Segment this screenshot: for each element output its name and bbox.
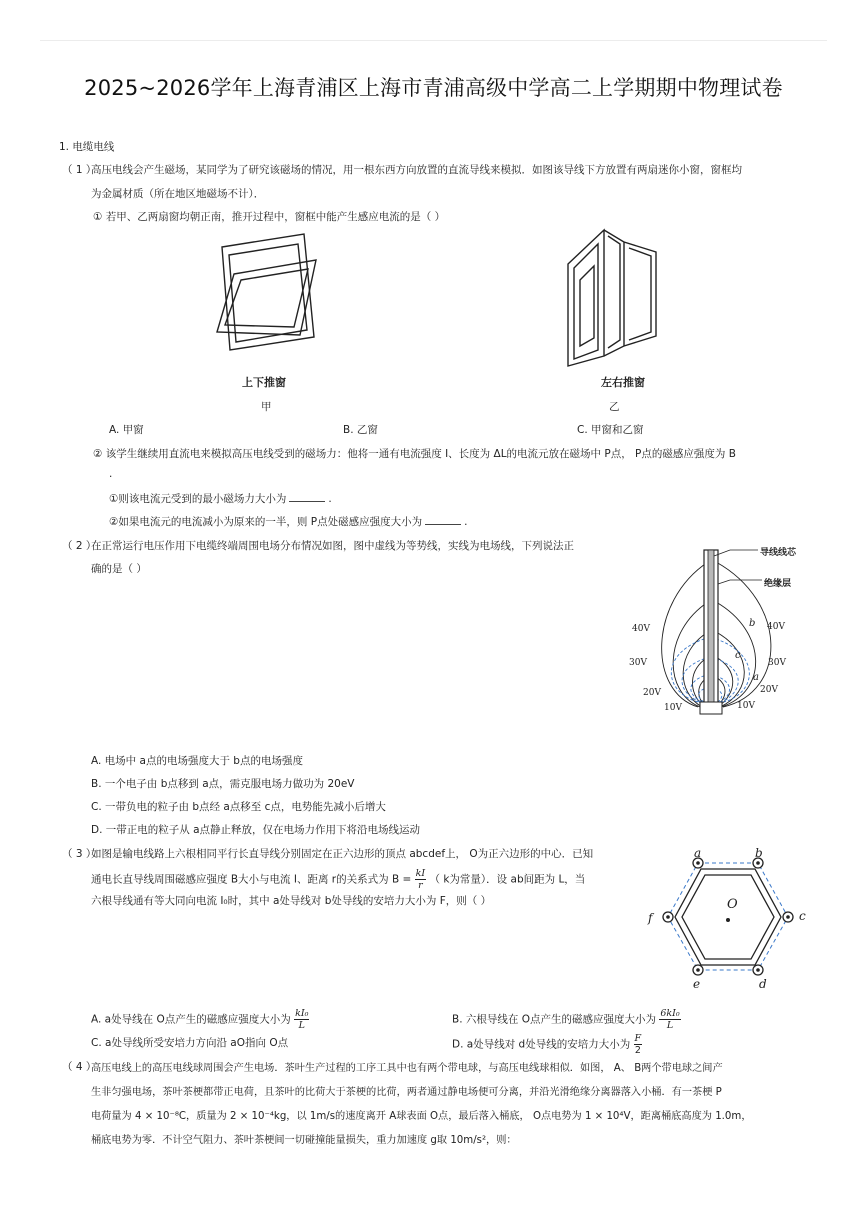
page-title: 2025~2026学年上海青浦区上海市青浦高级中学高二上学期期中物理试卷 (84, 76, 783, 100)
part-1-option-a: A. 甲窗 (109, 424, 144, 436)
voltage-20v-left: 20V (643, 688, 661, 698)
part-3-option-d (452, 1033, 642, 1056)
part-4-number: （ 4 ） (62, 1061, 97, 1073)
window-yi-label: 左右推窗 (601, 376, 645, 389)
answer-blank-1[interactable] (289, 492, 325, 502)
part-2-line2: 确的是（ ） (91, 563, 147, 575)
voltage-10v-left: 10V (664, 703, 682, 713)
part-1-sub2-line2: . (109, 468, 113, 480)
part-3-number: （ 3 ） (62, 848, 97, 860)
part-2-option-d: D. 一带正电的粒子从 a点静止释放，仅在电场力作用下将沿电场线运动 (91, 824, 421, 836)
part-3-option-d-text: D. a处导线对 d处导线的安培力大小为 (452, 1038, 631, 1051)
option-d-denominator: 2 (634, 1045, 641, 1056)
part-1-line1: 高压电线会产生磁场，某同学为了研究该磁场的情况，用一根东西方向放置的直流导线来模拟．如图该导线下方放置有两扇迷你小窗，窗框均 (91, 164, 742, 176)
hex-vertex-e: e (693, 977, 701, 991)
part-4-line3: 电荷量为 4 × 10⁻⁸C，质量为 2 × 10⁻⁴kg，以 1m/s的速度离开 A球表面 O点，最后落入桶底， O点电势为 1 × 10⁴V，距离桶底高度为 1.0m， (91, 1111, 752, 1122)
part-3-line2 (91, 868, 585, 891)
part-2-line1: 在正常运行电压作用下电缆终端周围电场分布情况如图，图中虚线为等势线，实线为电场线，下列说法正 (91, 540, 574, 552)
part-1-sub2-q1: ①则该电流元受到的最小磁场力大小为 . (109, 493, 332, 505)
point-b-label: b (749, 618, 756, 629)
hex-center-o: O (727, 897, 738, 912)
core-label: 导线线芯 (760, 548, 797, 558)
part-1-sub2-q1-text: ①则该电流元受到的最小磁场力大小为 (109, 493, 287, 505)
hex-vertex-b: b (755, 846, 763, 860)
part-4-line2: 生非匀强电场，茶叶茶梗都带正电荷，且茶叶的比荷大于茶梗的比荷，两者通过静电场便可分离，并沿光滑绝缘分离器落入小桶．有一茶梗 P (91, 1087, 722, 1098)
answer-blank-2[interactable] (425, 515, 461, 525)
part-1-sub2-q2-text: ②如果电流元的电流减小为原来的一半，则 P点处磁感应强度大小为 (109, 516, 423, 528)
hex-vertex-f: f (648, 911, 653, 925)
hex-vertex-a: a (694, 846, 702, 860)
part-4-line1: 高压电线上的高压电线球周围会产生电场．茶叶生产过程的工序工具中也有两个带电球，与高压电线球相似．如图， A、 B两个带电球之间产 (91, 1063, 723, 1074)
voltage-10v-right: 10V (737, 701, 755, 711)
formula-denominator: r (418, 880, 423, 891)
part-3-option-b (452, 1008, 681, 1031)
option-a-fraction (294, 1008, 309, 1031)
option-a-denominator: L (298, 1020, 305, 1031)
part-3-option-c: C. a处导线所受安培力方向沿 aO指向 O点 (91, 1037, 289, 1049)
option-d-fraction (634, 1033, 643, 1056)
part-2-option-b: B. 一个电子由 b点移到 a点，需克服电场力做功为 20eV (91, 778, 355, 790)
voltage-40v-left: 40V (632, 624, 650, 634)
voltage-30v-right: 30V (768, 658, 786, 668)
part-3-line2-text-b: （ k为常量）．设 ab间距为 L，当 (429, 873, 586, 886)
voltage-20v-right: 20V (760, 685, 778, 695)
part-3-line2-text-a: 通电长直导线周围磁感应强度 B大小与电流 I、距离 r的关系式为 B = (91, 873, 412, 886)
point-a-label: a (753, 672, 759, 683)
window-jia-sub: 甲 (261, 401, 272, 413)
part-1-sub2-q2: ②如果电流元的电流减小为原来的一半，则 P点处磁感应强度大小为 . (109, 516, 468, 528)
part-1-line2: 为金属材质（所在地区地磁场不计）． (91, 188, 265, 200)
part-2-option-a: A. 电场中 a点的电场强度大于 b点的电场强度 (91, 755, 303, 767)
question-heading: 1. 电缆电线 (59, 141, 115, 153)
point-c-label: c (735, 650, 741, 661)
part-3-line1: 如图是输电线路上六根相同平行长直导线分别固定在正六边形的顶点 abcdef上， O为正六边形的中心．已知 (91, 848, 594, 860)
window-figure-jia (212, 232, 324, 367)
top-divider (40, 40, 827, 41)
option-b-denominator: L (666, 1020, 674, 1031)
voltage-30v-left: 30V (629, 658, 647, 668)
part-1-sub1: ① 若甲、乙两扇窗均朝正南，推开过程中，窗框中能产生感应电流的是（ ） (93, 211, 446, 223)
formula-fraction (415, 868, 427, 891)
part-3-option-b-text: B. 六根导线在 O点产生的磁感应强度大小为 (452, 1013, 656, 1026)
formula-numerator: kI (415, 868, 426, 879)
part-1-number: （ 1 ） (62, 164, 97, 176)
hex-vertex-d: d (759, 977, 767, 991)
part-3-line3: 六根导线通有等大同向电流 I₀时，其中 a处导线对 b处导线的安培力大小为 F，则（ ） (91, 895, 492, 907)
window-yi-sub: 乙 (609, 401, 620, 413)
option-b-numerator: 6kI₀ (660, 1008, 680, 1019)
voltage-40v-right: 40V (767, 622, 785, 632)
part-1-option-b: B. 乙窗 (343, 424, 378, 436)
option-b-fraction (659, 1008, 680, 1031)
part-2-number: （ 2 ） (62, 540, 97, 552)
option-d-numerator: F (634, 1033, 642, 1044)
window-jia-label: 上下推窗 (242, 376, 286, 389)
part-3-option-a-text: A. a处导线在 O点产生的磁感应强度大小为 (91, 1013, 291, 1026)
part-1-option-c: C. 甲窗和乙窗 (577, 424, 644, 436)
part-1-sub2-line1: ② 该学生继续用直流电来模拟高压电线受到的磁场力：他将一通有电流强度 I、长度为 ΔL的电流元放在磁场中 P点， P点的磁感应强度为 B (93, 448, 736, 460)
option-a-numerator: kI₀ (295, 1008, 309, 1019)
insulation-label: 绝缘层 (764, 579, 792, 589)
window-figure-yi (562, 228, 662, 368)
part-4-line4: 桶底电势为零．不计空气阻力、茶叶茶梗间一切碰撞能量损失，重力加速度 g取 10m/s²，则： (91, 1135, 517, 1146)
part-3-option-a (91, 1008, 309, 1031)
part-2-option-c: C. 一带负电的粒子由 b点经 a点移至 c点，电势能先减小后增大 (91, 801, 386, 813)
hex-vertex-c: c (799, 909, 806, 923)
hexagon-figure (640, 842, 810, 992)
cable-field-figure (628, 542, 808, 727)
